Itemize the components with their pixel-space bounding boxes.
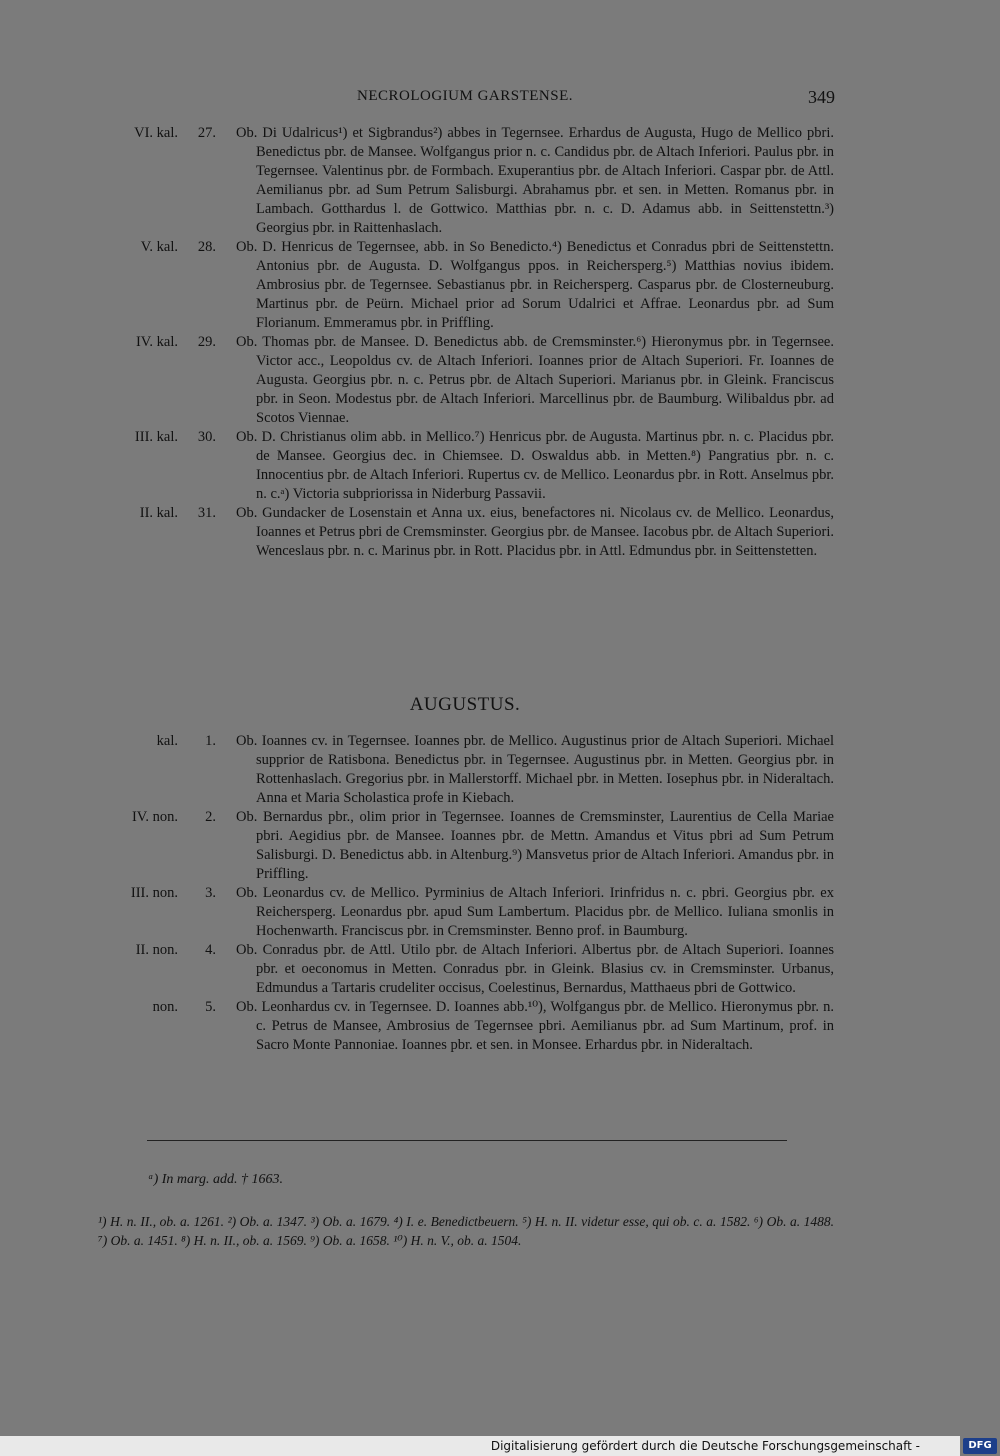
entry-date-label: IV. kal.: [135, 334, 178, 350]
entry-day-number: 30.: [197, 429, 216, 445]
entry-day-number: 2.: [205, 809, 216, 825]
page-number: 349: [808, 87, 835, 107]
entry-date-label: V. kal.: [140, 239, 178, 255]
footnote-divider: [147, 1140, 787, 1141]
entry-date-label: VI. kal.: [134, 125, 178, 141]
entry-day-number: 29.: [197, 334, 216, 350]
entry-text: Ob. Ioannes cv. in Tegernsee. Ioannes pbr. de Mellico. Augustinus prior de Altach Superiori. Michael supprior de Ratisbona. Benedictus pbr. in Tegernsee. Augustinus pbr. in Metten. Georgius pbr. in Rottenhaslach. Gregorius pbr. in Mallerstorff. Michael pbr. in Metten. Iosephus pbr. in Nideraltach. Anna et Maria Scholastica profe in Kiebach.: [236, 733, 834, 806]
entry-ii-non: [0, 941, 1000, 998]
entry-date-label: II. kal.: [139, 505, 178, 521]
marginal-note: ᵃ) In marg. add. † 1663.: [148, 1172, 283, 1187]
entry-text: Ob. Bernardus pbr., olim prior in Tegernsee. Ioannes de Cremsminster, Laurentius de Cella Mariae pbri. Aegidius pbr. de Mansee. Ioannes pbr. de Mettn. Amandus et Vitus pbri ad Sum Petrum Salisburgi. D. Benedictus abb. in Altenburg.⁹) Mansvetus prior de Altach Inferiori. Amandus pbr. in Priffling.: [236, 809, 834, 882]
entry-text: Ob. Leonhardus cv. in Tegernsee. D. Ioannes abb.¹⁰), Wolfgangus pbr. de Mellico. Hieronymus pbr. n. c. Petrus de Mansee, Ambrosius de Tegernsee pbri. Aemilianus pbr. ad Sum Martinum, prof. in Sacro Monte Pannoniae. Ioannes pbr. et sen. in Monsee. Erhardus pbr. in Nideraltach.: [236, 999, 834, 1053]
august-entries: [0, 732, 1000, 1055]
entry-day-number: 5.: [205, 999, 216, 1015]
entry-non: [0, 998, 1000, 1055]
section-heading: AUGUSTUS.: [409, 694, 521, 715]
entry-text: Ob. Thomas pbr. de Mansee. D. Benedictus abb. de Cremsminster.⁶) Hieronymus pbr. in Tegernsee. Victor acc., Leopoldus cv. de Altach Inferiori. Ioannes prior de Altach Superiori. Fr. Ioannes de Augusta. Georgius pbr. n. c. Petrus pbr. de Altach Superiori. Marianus pbr. in Gleink. Franciscus pbr. in Seon. Modestus pbr. de Altach Inferiori. Marcellinus pbr. de Baumburg. Wilibaldus pbr. ad Scotos Viennae.: [236, 334, 834, 426]
entry-date-label: II. non.: [135, 942, 178, 958]
entry-text: Ob. D. Christianus olim abb. in Mellico.⁷) Henricus pbr. de Augusta. Martinus pbr. n. c. Placidus pbr. de Mansee. Georgius dec. in Chiemsee. D. Oswaldus abb. in Metten.⁸) Pangratius pbr. n. c. Innocentius pbr. de Altach Inferiori. Rupertus cv. de Mellico. Leonardus pbr. in Rott. Anselmus pbr. n. c.ᵃ) Victoria subpriorissa in Niderburg Passavii.: [236, 429, 834, 502]
july-entries: [0, 124, 1000, 561]
entry-vi-kal: [0, 124, 1000, 238]
entry-day-number: 1.: [205, 733, 216, 749]
entry-date-label: kal.: [156, 733, 178, 749]
entry-day-number: 31.: [197, 505, 216, 521]
entry-v-kal: [0, 238, 1000, 333]
entry-date-label: IV. non.: [131, 809, 178, 825]
entry-iv-kal: [0, 333, 1000, 428]
footnotes: ¹) H. n. II., ob. a. 1261. ²) Ob. a. 1347. ³) Ob. a. 1679. ⁴) I. e. Benedictbeuern. ⁵) H. n. II. videtur esse, qui ob. c. a. 1582. ⁶) Ob. a. 1488. ⁷) Ob. a. 1451. ⁸) H. n. II., ob. a. 1569. ⁹) Ob. a. 1658. ¹⁰) H. n. V., ob. a. 1504.: [98, 1214, 834, 1248]
entry-text: Ob. Di Udalricus¹) et Sigbrandus²) abbes in Tegernsee. Erhardus de Augusta, Hugo de Mellico pbri. Benedictus pbr. de Mansee. Wolfgangus prior n. c. Candidus pbr. de Altach Inferiori. Paulus pbr. in Tegernsee. Valentinus pbr. de Formbach. Exuperantius pbr. de Altach Inferiori. Caspar pbr. de Attl. Aemilianus pbr. ad Sum Petrum Salisburgi. Abrahamus pbr. et sen. in Metten. Romanus pbr. in Lambach. Gotthardus l. de Gottwico. Matthias pbr. n. c. D. Adamus abb. in Seittenstettn.³) Georgius pbr. in Raittenhaslach.: [236, 125, 834, 236]
entry-day-number: 28.: [197, 239, 216, 255]
footer-credit: Digitalisierung gefördert durch die Deutsche Forschungsgemeinschaft -: [490, 1439, 920, 1453]
running-title: NECROLOGIUM GARSTENSE.: [356, 88, 573, 104]
entry-iii-non: [0, 884, 1000, 941]
entry-date-label: non.: [152, 999, 178, 1015]
entry-iv-non: [0, 808, 1000, 884]
entry-ii-kal: [0, 504, 1000, 561]
entry-text: Ob. D. Henricus de Tegernsee, abb. in So Benedicto.⁴) Benedictus et Conradus pbri de Seittenstettn. Antonius pbr. de Augusta. D. Wolfgangus ppos. in Reichersperg.⁵) Matthias novius ibidem. Ambrosius pbr. de Tegernsee. Sebastianus pbr. in Reichersperg. Casparus pbr. de Closterneuburg. Martinus pbr. de Peürn. Michael prior ad Sorum Udalrici et Affrae. Leonardus pbr. ad Sum Florianum. Emmeramus pbr. in Priffling.: [236, 239, 834, 331]
digitization-footer: [0, 1436, 960, 1456]
entry-date-label: III. kal.: [134, 429, 178, 445]
entry-iii-kal: [0, 428, 1000, 504]
dfg-logo-icon: DFG: [963, 1438, 997, 1454]
entry-day-number: 27.: [197, 125, 216, 141]
entry-kal: [0, 732, 1000, 808]
entry-text: Ob. Gundacker de Losenstain et Anna ux. eius, benefactores ni. Nicolaus cv. de Mellico. Leonardus, Ioannes et Petrus pbri de Cremsminster. Georgius pbr. de Mansee. Iacobus pbr. de Altach Superiori. Wenceslaus pbr. n. c. Marinus pbr. in Rott. Placidus pbr. in Attl. Edmundus pbr. in Seittenstetten.: [236, 505, 834, 559]
entry-date-label: III. non.: [130, 885, 178, 901]
entry-day-number: 3.: [205, 885, 216, 901]
entry-text: Ob. Conradus pbr. de Attl. Utilo pbr. de Altach Inferiori. Albertus pbr. de Altach Superiori. Ioannes pbr. et oeconomus in Metten. Conradus pbr. in Gleink. Blasius cv. in Cremsminster. Urbanus, Edmundus a Tartaris crudeliter occisus, Coelestinus, Bernardus, Matthaeus pbri de Gottwico.: [236, 942, 834, 996]
entry-day-number: 4.: [205, 942, 216, 958]
entry-text: Ob. Leonardus cv. de Mellico. Pyrminius de Altach Inferiori. Irinfridus n. c. pbri. Georgius pbr. ex Reichersperg. Leonardus pbr. apud Sum Lambertum. Placidus pbr. de Mellico. Iuliana smonlis in Hochenwarth. Franciscus pbr. in Cremsminster. Benno prof. in Baumburg.: [236, 885, 834, 939]
